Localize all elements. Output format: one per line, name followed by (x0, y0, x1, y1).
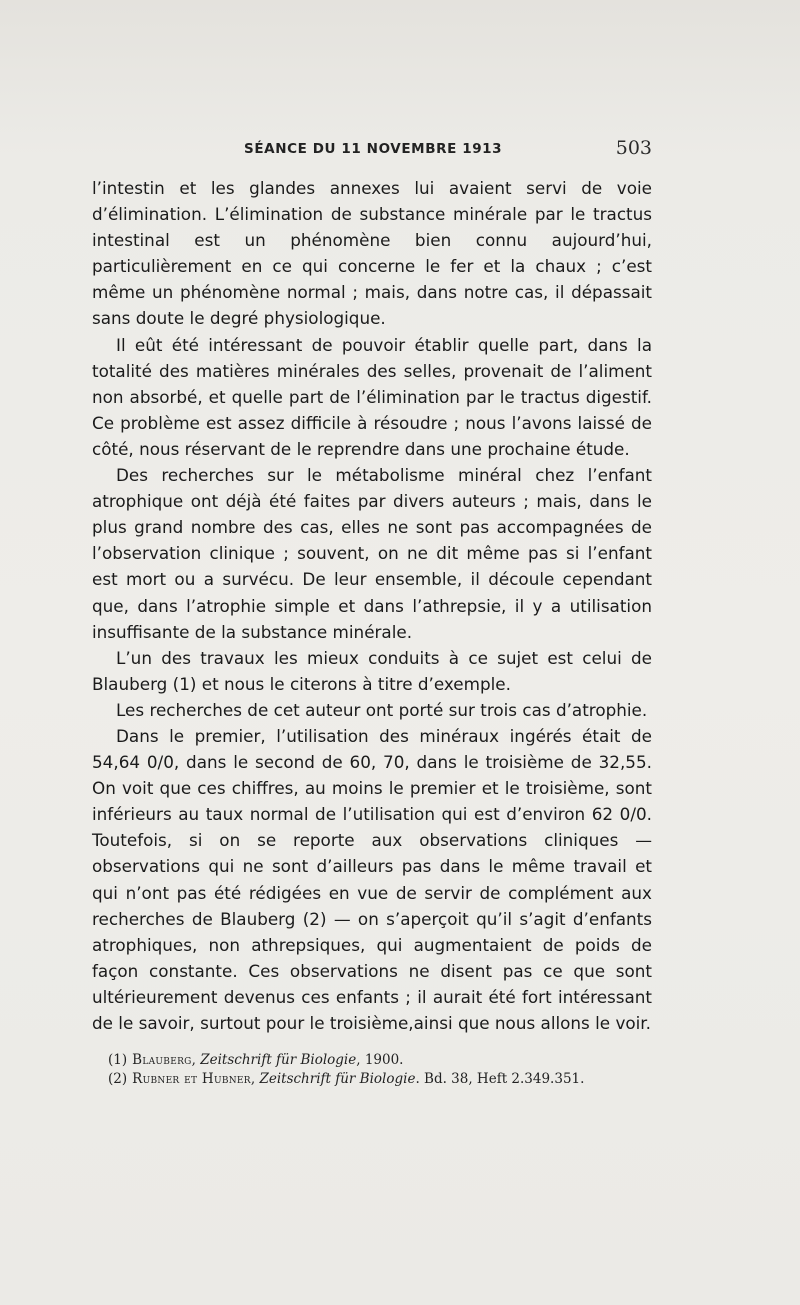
paragraph: Des recherches sur le métabolisme minéral chez l’enfant atrophique ont déjà été faites par divers auteurs ; mais, dans le plus grand nombre des cas, elles ne sont pas accompagnées de l’observation clinique ; souvent, on ne dit même pas si l’enfant est mort ou a survécu. De leur ensemble, il découle cependant que, dans l’atrophie simple et dans l’athrepsie, il y a utilisation insuffisante de la substance minérale. (92, 465, 652, 642)
paragraph: Il eût été intéressant de pouvoir établir quelle part, dans la totalité des matières minérales des selles, provenait de l’aliment non absorbé, et quelle part de l’élimination par le tractus digestif. Ce problème est assez difficile à résoudre ; nous l’avons laissé de côté, nous réservant de le reprendre dans une prochaine étude. (92, 334, 652, 459)
paragraph: L’un des travaux les mieux conduits à ce sujet est celui de Blauberg (1) et nous le citerons à titre d’exemple. (92, 647, 652, 694)
paragraph-continuation: l’intestin et les glandes annexes lui avaient servi de voie d’élimination. L’élimination de substance minérale par le tractus intestinal est un phénomène bien connu aujourd’hui, particulièrement en ce qui concerne le fer et la chaux ; c’est même un phénomène normal ; mais, dans notre cas, il dépassait sans doute le degré physiologique. (92, 178, 652, 329)
footnotes (108, 1051, 653, 1089)
footnote-marker: (1) (108, 1052, 128, 1068)
paragraph: Dans le premier, l’utilisation des minéraux ingérés était de 54,64 0/0, dans le second de 60, 70, dans le troisième de 32,55. On voit que ces chiffres, au moins le premier et le troisième, sont inférieurs au taux normal de l’utilisation qui est d’environ 62 0/0. Toutefois, si on se reporte aux observations cliniques — observations qui ne sont d’ailleurs pas dans le même travail et qui n’ont pas été rédigées en vue de servir de complément aux recherches de Blauberg (2) — on s’aperçoit qu’il s’agit d’enfants atrophiques, non athrepsiques, qui augmentaient de poids de façon constante. Ces observations ne disent pas ce que sont ultérieurement devenus ces enfants ; il aurait été fort intéressant de le savoir, surtout pour le troisième,ainsi que nous allons le voir. (92, 725, 652, 1033)
footnote-2: (2) Rubner et Hubner, Zeitschrift für Biologie. Bd. 38, Heft 2.349.351. (108, 1071, 585, 1087)
footnote-author: Blauberg (132, 1052, 192, 1068)
footnote-1: (1) Blauberg, Zeitschrift für Biologie, 1900. (108, 1052, 404, 1068)
footnote-journal: Zeitschrift für Biologie (200, 1052, 357, 1068)
footnote-journal: Zeitschrift für Biologie (259, 1071, 416, 1087)
footnote-marker: (2) (108, 1071, 128, 1087)
body-text (92, 175, 652, 1036)
running-head (92, 137, 652, 161)
footnote-author: Rubner et Hubner (132, 1071, 251, 1087)
footnote-details: Bd. 38, Heft 2.349.351. (424, 1071, 585, 1087)
running-title: SÉANCE DU 11 NOVEMBRE 1913 (244, 141, 503, 157)
paragraph: Les recherches de cet auteur ont porté sur trois cas d’atrophie. (116, 699, 648, 720)
footnote-details: 1900. (364, 1052, 404, 1068)
page-number: 503 (615, 137, 652, 159)
